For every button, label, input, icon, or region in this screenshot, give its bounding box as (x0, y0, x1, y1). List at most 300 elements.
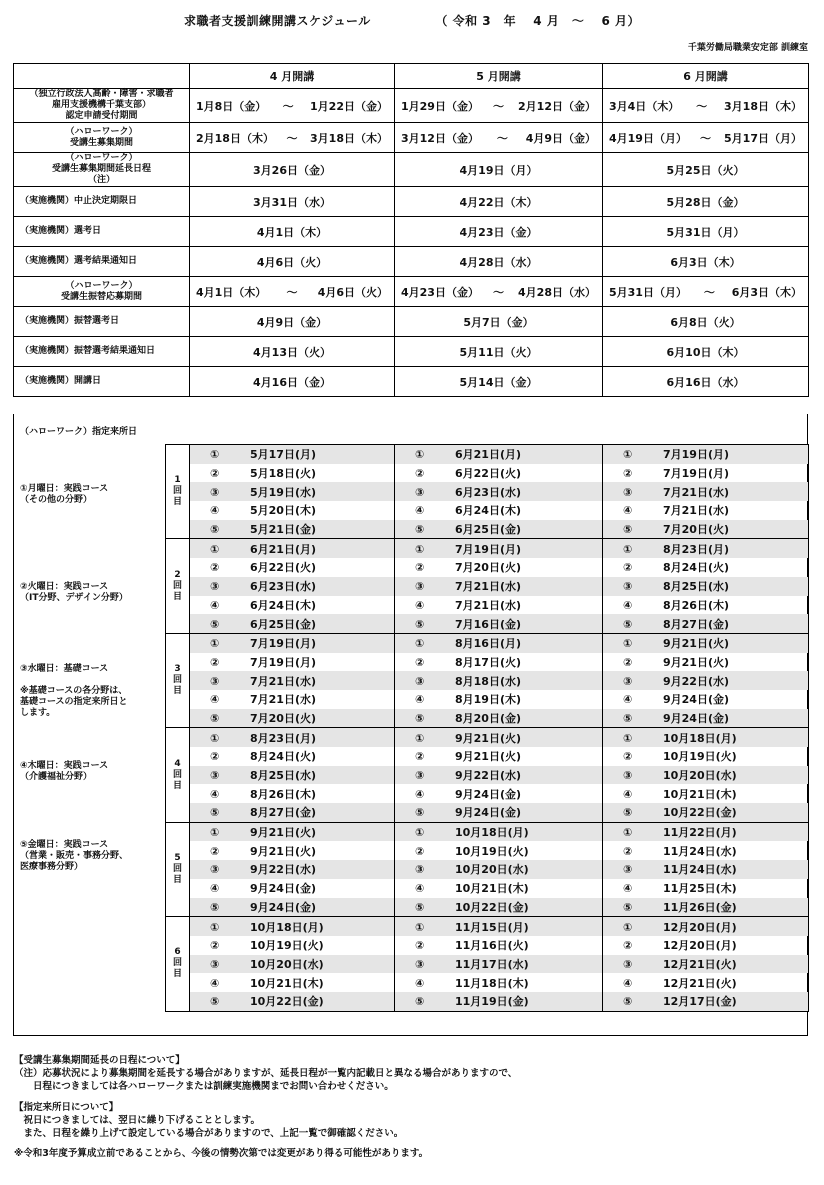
course-label: ①月曜日：実践コース （その他の分野） (20, 484, 109, 505)
schedule-cell (603, 277, 809, 307)
ordinal-number: ② (415, 561, 425, 575)
ordinal-number: ④ (210, 598, 220, 612)
date-value: 7月21日(水) (663, 504, 730, 518)
date-value: 7月19日(月) (455, 542, 522, 556)
ordinal-number: ④ (415, 787, 425, 801)
ordinal-number: ⑤ (415, 617, 425, 631)
ordinal-number: ② (210, 939, 220, 953)
round-label: 3 回 目 (166, 633, 190, 727)
date-value: 10月22日(金) (455, 900, 529, 914)
schedule-cell: 5月14日（金） (395, 367, 603, 397)
date-range (190, 284, 394, 300)
department-label: 千葉労働局職業安定部 訓練室 (687, 43, 808, 53)
date-value: 7月16日(金) (455, 617, 522, 631)
date-value: 8月26日(木) (663, 598, 730, 612)
ordinal-number: ① (623, 920, 633, 934)
ordinal-number: ② (623, 750, 633, 764)
schedule-cell: 6月8日（火） (603, 307, 809, 337)
schedule-cell: 6月16日（水） (603, 367, 809, 397)
range-start: 2月18日（木） (196, 131, 274, 145)
range-tilde: ～ (696, 99, 708, 113)
date-value: 6月25日(金) (250, 617, 317, 631)
range-end: 6月3日（木） (731, 285, 802, 299)
date-cell (190, 709, 395, 728)
date-cell (395, 728, 603, 747)
table-row (166, 633, 809, 652)
date-value: 9月21日(火) (663, 655, 730, 669)
date-cell (190, 841, 395, 860)
ordinal-number: ② (415, 844, 425, 858)
date-cell (395, 482, 603, 501)
date-value: 6月24日(木) (455, 504, 522, 518)
date-value: 10月22日(金) (663, 806, 737, 820)
schedule-row (14, 307, 809, 337)
table-row (166, 973, 809, 992)
date-value: 9月24日(金) (455, 806, 522, 820)
date-cell (395, 936, 603, 955)
date-cell (603, 671, 809, 690)
date-range (395, 98, 602, 114)
ordinal-number: ④ (210, 693, 220, 707)
table-row (166, 784, 809, 803)
ordinal-number: ⑤ (623, 617, 633, 631)
ordinal-number: ⑤ (415, 711, 425, 725)
ordinal-number: ① (415, 448, 425, 462)
date-value: 12月20日(月) (663, 920, 737, 934)
date-cell (395, 653, 603, 672)
range-start: 5月31日（月） (609, 285, 687, 299)
date-value: 9月21日(火) (250, 844, 317, 858)
range-end: 4月28日（水） (518, 285, 596, 299)
date-value: 8月20日(金) (455, 711, 522, 725)
ordinal-number: ⑤ (623, 900, 633, 914)
date-value: 8月23日(月) (250, 731, 317, 745)
date-cell (603, 917, 809, 936)
ordinal-number: ① (623, 637, 633, 651)
schedule-cell (395, 277, 603, 307)
date-cell (190, 766, 395, 785)
date-value: 9月21日(火) (455, 731, 522, 745)
ordinal-number: ③ (210, 769, 220, 783)
row-label: （ハローワーク） 受講生募集期間延長日程 （注） (14, 153, 190, 187)
ordinal-number: ④ (415, 976, 425, 990)
ordinal-number: ⑤ (415, 900, 425, 914)
table-row (166, 539, 809, 558)
date-value: 9月21日(火) (250, 826, 317, 840)
row-label: （実施機関）開講日 (14, 367, 190, 397)
schedule-cell: 4月23日（金） (395, 217, 603, 247)
table-row (166, 992, 809, 1011)
date-cell (603, 539, 809, 558)
ordinal-number: ⑤ (415, 806, 425, 820)
range-end: 5月17日（月） (724, 131, 802, 145)
range-end: 4月9日（金） (525, 131, 596, 145)
ordinal-number: ③ (210, 674, 220, 688)
date-cell (603, 992, 809, 1011)
date-range (190, 130, 394, 146)
date-value: 7月21日(水) (455, 580, 522, 594)
schedule-cell: 3月31日（水） (190, 187, 395, 217)
column-header: 4 月開講 (190, 64, 395, 89)
date-value: 12月21日(火) (663, 976, 737, 990)
date-value: 7月20日(火) (455, 561, 522, 575)
ordinal-number: ④ (415, 504, 425, 518)
row-label: （実施機関）中止決定期限日 (14, 187, 190, 217)
schedule-cell: 5月28日（金） (603, 187, 809, 217)
date-value: 5月21日(金) (250, 523, 317, 537)
ordinal-number: ④ (210, 787, 220, 801)
date-cell (190, 482, 395, 501)
date-value: 10月20日(水) (455, 863, 529, 877)
ordinal-number: ⑤ (210, 900, 220, 914)
range-start: 4月1日（木） (196, 285, 267, 299)
date-cell (603, 822, 809, 841)
schedule-row (14, 277, 809, 307)
date-value: 8月27日(金) (250, 806, 317, 820)
page-title (0, 12, 824, 29)
ordinal-number: ② (210, 750, 220, 764)
table-row (166, 577, 809, 596)
date-cell (190, 955, 395, 974)
date-cell (603, 955, 809, 974)
designated-days-title: （ハローワーク）指定来所日 (20, 427, 138, 437)
column-header: 6 月開講 (603, 64, 809, 89)
date-value: 7月21日(水) (250, 674, 317, 688)
ordinal-number: ④ (623, 787, 633, 801)
range-tilde: ～ (286, 285, 298, 299)
date-range (190, 98, 394, 114)
range-start: 3月12日（金） (401, 131, 479, 145)
date-cell (190, 898, 395, 917)
ordinal-number: ⑤ (415, 995, 425, 1009)
ordinal-number: ② (415, 750, 425, 764)
table-row (166, 671, 809, 690)
date-cell (190, 728, 395, 747)
table-row (166, 766, 809, 785)
range-tilde: ～ (282, 99, 294, 113)
date-value: 10月21日(木) (663, 787, 737, 801)
extension-note-body: （注）応募状況により募集期間を延長する場合がありますが、延長日程が一覧内記載日と異なる場合がありますので、 日程につきましては各ハローワークまたは訓練実施機関までお問い合わせください。 (14, 1068, 518, 1092)
schedule-cell: 5月7日（金） (395, 307, 603, 337)
date-value: 6月21日(月) (455, 448, 522, 462)
date-value: 12月17日(金) (663, 995, 737, 1009)
date-value: 10月18日(月) (250, 920, 324, 934)
date-value: 11月19日(金) (455, 995, 529, 1009)
range-end: 3月18日（木） (724, 99, 802, 113)
ordinal-number: ① (210, 637, 220, 651)
date-value: 6月22日(火) (455, 467, 522, 481)
date-value: 8月19日(木) (455, 693, 522, 707)
ordinal-number: ④ (623, 976, 633, 990)
range-end: 3月18日（木） (310, 131, 388, 145)
schedule-cell: 4月28日（水） (395, 247, 603, 277)
schedule-cell: 4月19日（月） (395, 153, 603, 187)
date-value: 10月18日(月) (455, 826, 529, 840)
date-cell (603, 596, 809, 615)
date-value: 7月19日(月) (663, 467, 730, 481)
schedule-cell: 4月16日（金） (190, 367, 395, 397)
schedule-cell: 4月1日（木） (190, 217, 395, 247)
date-value: 7月19日(月) (663, 448, 730, 462)
date-cell (395, 558, 603, 577)
date-cell (395, 860, 603, 879)
date-cell (395, 596, 603, 615)
date-value: 9月24日(金) (663, 711, 730, 725)
ordinal-number: ⑤ (415, 523, 425, 537)
footer-note: ※令和3年度予算成立前であることから、今後の情勢次第では変更があり得る可能性があります。 (14, 1148, 429, 1159)
range-end: 1月22日（金） (310, 99, 388, 113)
ordinal-number: ② (415, 655, 425, 669)
course-label: ③水曜日：基礎コース ※基礎コースの各分野は、 基礎コースの指定来所日と します。 (20, 664, 128, 718)
date-cell (603, 728, 809, 747)
ordinal-number: ② (623, 561, 633, 575)
date-value: 8月23日(月) (663, 542, 730, 556)
date-cell (190, 803, 395, 822)
date-cell (190, 973, 395, 992)
date-cell (395, 879, 603, 898)
date-cell (603, 690, 809, 709)
schedule-cell: 6月10日（木） (603, 337, 809, 367)
range-start: 4月19日（月） (609, 131, 687, 145)
range-tilde: ～ (286, 131, 298, 145)
date-cell (603, 709, 809, 728)
schedule-cell: 6月3日（木） (603, 247, 809, 277)
date-cell (603, 464, 809, 483)
ordinal-number: ③ (623, 485, 633, 499)
ordinal-number: ② (210, 561, 220, 575)
date-value: 10月19日(火) (455, 844, 529, 858)
schedule-row (14, 247, 809, 277)
table-row (166, 747, 809, 766)
ordinal-number: ② (210, 844, 220, 858)
date-range (395, 284, 602, 300)
ordinal-number: ④ (623, 504, 633, 518)
course-label: ⑤金曜日：実践コース （営業・販売・事務分野、 医療事務分野） (20, 840, 129, 872)
date-cell (190, 577, 395, 596)
ordinal-number: ③ (415, 769, 425, 783)
ordinal-number: ④ (415, 693, 425, 707)
date-value: 10月21日(木) (455, 882, 529, 896)
date-value: 7月21日(水) (455, 598, 522, 612)
date-cell (190, 690, 395, 709)
date-value: 8月18日(水) (455, 674, 522, 688)
range-end: 4月6日（火） (317, 285, 388, 299)
ordinal-number: ⑤ (623, 711, 633, 725)
date-cell (190, 936, 395, 955)
table-row (166, 917, 809, 936)
ordinal-number: ③ (623, 957, 633, 971)
schedule-cell: 5月11日（火） (395, 337, 603, 367)
extension-note-title: 【受講生募集期間延長の日程について】 (14, 1055, 185, 1066)
schedule-cell (190, 89, 395, 123)
date-cell (395, 766, 603, 785)
schedule-cell: 4月9日（金） (190, 307, 395, 337)
schedule-row (14, 217, 809, 247)
date-cell (190, 445, 395, 464)
table-row (166, 653, 809, 672)
date-cell (603, 614, 809, 633)
ordinal-number: ④ (415, 598, 425, 612)
date-cell (603, 653, 809, 672)
range-start: 1月29日（金） (401, 99, 479, 113)
table-row (166, 936, 809, 955)
date-range (603, 130, 808, 146)
date-value: 12月20日(月) (663, 939, 737, 953)
date-value: 6月22日(火) (250, 561, 317, 575)
schedule-cell: 5月31日（月） (603, 217, 809, 247)
date-cell (603, 577, 809, 596)
date-cell (395, 690, 603, 709)
date-value: 11月16日(火) (455, 939, 529, 953)
row-label: （実施機関）選考日 (14, 217, 190, 247)
range-tilde: ～ (493, 285, 504, 299)
ordinal-number: ⑤ (623, 523, 633, 537)
date-value: 10月19日(火) (663, 750, 737, 764)
schedule-cell: 4月6日（火） (190, 247, 395, 277)
date-value: 7月20日(火) (663, 523, 730, 537)
schedule-period: （ 令和 3 年 4 月 ～ 6 月） (435, 14, 641, 28)
date-range (603, 284, 808, 300)
date-cell (395, 917, 603, 936)
date-value: 9月24日(金) (663, 693, 730, 707)
ordinal-number: ① (210, 826, 220, 840)
date-cell (395, 539, 603, 558)
schedule-cell (190, 277, 395, 307)
row-label: （ハローワーク） 受講生振替応募期間 (14, 277, 190, 307)
date-value: 10月19日(火) (250, 939, 324, 953)
date-cell (395, 803, 603, 822)
date-cell (190, 539, 395, 558)
date-value: 9月21日(火) (663, 637, 730, 651)
date-value: 9月22日(水) (455, 769, 522, 783)
date-cell (190, 614, 395, 633)
date-cell (603, 501, 809, 520)
table-row (166, 898, 809, 917)
table-row (166, 482, 809, 501)
ordinal-number: ③ (210, 957, 220, 971)
date-value: 11月25日(木) (663, 882, 737, 896)
date-cell (190, 464, 395, 483)
ordinal-number: ① (623, 448, 633, 462)
date-cell (603, 936, 809, 955)
ordinal-number: ③ (210, 863, 220, 877)
schedule-cell (603, 123, 809, 153)
date-value: 11月17日(水) (455, 957, 529, 971)
ordinal-number: ③ (623, 580, 633, 594)
date-cell (395, 445, 603, 464)
course-label: ②火曜日：実践コース （IT分野、デザイン分野） (20, 582, 128, 603)
table-row (166, 464, 809, 483)
date-cell (603, 558, 809, 577)
ordinal-number: ③ (415, 674, 425, 688)
date-cell (190, 879, 395, 898)
designated-days-section (13, 414, 808, 1036)
ordinal-number: ① (623, 826, 633, 840)
schedule-cell (395, 89, 603, 123)
ordinal-number: ④ (210, 882, 220, 896)
date-cell (190, 653, 395, 672)
date-value: 11月24日(水) (663, 863, 737, 877)
date-value: 5月18日(火) (250, 467, 317, 481)
date-cell (395, 841, 603, 860)
schedule-title: 求職者支援訓練開講スケジュール (183, 14, 371, 28)
date-value: 7月21日(水) (663, 485, 730, 499)
round-label: 2 回 目 (166, 539, 190, 633)
ordinal-number: ③ (623, 769, 633, 783)
row-label: （実施機関）振替選考日 (14, 307, 190, 337)
ordinal-number: ③ (623, 674, 633, 688)
date-value: 8月27日(金) (663, 617, 730, 631)
date-cell (603, 803, 809, 822)
range-tilde: ～ (703, 285, 715, 299)
date-cell (395, 501, 603, 520)
date-value: 10月22日(金) (250, 995, 324, 1009)
date-cell (190, 747, 395, 766)
date-cell (190, 917, 395, 936)
ordinal-number: ③ (210, 485, 220, 499)
date-cell (190, 992, 395, 1011)
date-cell (603, 482, 809, 501)
date-cell (603, 633, 809, 652)
round-label: 1 回 目 (166, 445, 190, 539)
ordinal-number: ③ (415, 485, 425, 499)
ordinal-number: ④ (623, 882, 633, 896)
date-cell (395, 577, 603, 596)
ordinal-number: ③ (415, 957, 425, 971)
date-value: 6月25日(金) (455, 523, 522, 537)
schedule-row (14, 123, 809, 153)
date-cell (190, 520, 395, 539)
date-cell (395, 784, 603, 803)
table-row (166, 955, 809, 974)
course-label: ④木曜日：実践コース （介護福祉分野） (20, 761, 109, 782)
ordinal-number: ① (415, 920, 425, 934)
row-label: （独立行政法人高齢・障害・求職者 雇用支援機構千葉支部） 認定申請受付期間 (14, 89, 190, 123)
date-cell (190, 633, 395, 652)
date-value: 6月23日(水) (250, 580, 317, 594)
date-value: 9月21日(火) (455, 750, 522, 764)
range-end: 2月12日（金） (518, 99, 596, 113)
date-range (603, 98, 808, 114)
date-value: 11月15日(月) (455, 920, 529, 934)
schedule-row (14, 187, 809, 217)
table-row (166, 558, 809, 577)
ordinal-number: ④ (623, 598, 633, 612)
ordinal-number: ③ (415, 863, 425, 877)
date-value: 8月25日(水) (250, 769, 317, 783)
date-cell (395, 747, 603, 766)
date-cell (395, 709, 603, 728)
header-corner (14, 64, 190, 89)
date-value: 8月25日(水) (663, 580, 730, 594)
date-value: 5月19日(水) (250, 485, 317, 499)
round-label: 4 回 目 (166, 728, 190, 822)
date-value: 10月18日(月) (663, 731, 737, 745)
date-value: 7月21日(水) (250, 693, 317, 707)
ordinal-number: ② (623, 467, 633, 481)
row-label: （実施機関）選考結果通知日 (14, 247, 190, 277)
designated-days-grid (165, 444, 809, 1012)
date-cell (603, 860, 809, 879)
ordinal-number: ① (415, 826, 425, 840)
range-tilde: ～ (496, 131, 508, 145)
schedule-row (14, 89, 809, 123)
ordinal-number: ⑤ (210, 995, 220, 1009)
table-row (166, 822, 809, 841)
ordinal-number: ③ (623, 863, 633, 877)
table-row (166, 860, 809, 879)
schedule-cell (190, 123, 395, 153)
